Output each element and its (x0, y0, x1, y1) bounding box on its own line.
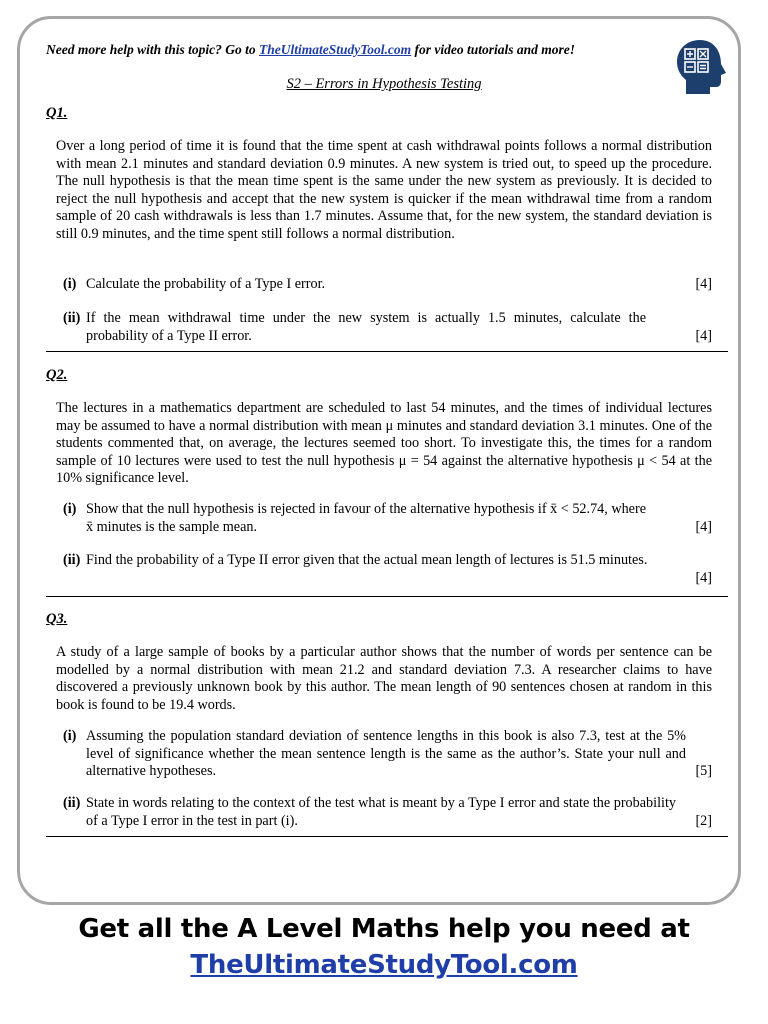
part-number: (ii) (63, 552, 81, 568)
part-text: Assuming the population standard deviation of sentence lengths in this book is also 7.3, test at the 5% level of significance whether the mean sentence length is the same as the author’s. State your null and alternative hypotheses. (86, 728, 686, 780)
part-text: Show that the null hypothesis is rejected in favour of the alternative hypothesis if x̄ < 52.74, where x̄ minutes is the sample mean. (86, 501, 647, 535)
part-number: (i) (63, 501, 77, 517)
part-text: If the mean withdrawal time under the new system is actually 1.5 minutes, calculate the probability of a Type II error. (86, 310, 646, 344)
part-text: State in words relating to the context of the test what is meant by a Type I error and state the probability of a Type I error in the test in part (i). (86, 795, 676, 829)
part-text: Calculate the probability of a Type I error. (86, 276, 326, 292)
question-1-intro: Over a long period of time it is found that the time spent at cash withdrawal points follows a normal distribution with mean 2.1 minutes and standard deviation 0.9 minutes. A new system is tried out, to speed up the procedure. The null hypothesis is that the mean time spent is the same under the new system as previously. It is decided to reject the null hypothesis and accept that the new system is quicker if the mean withdrawal time from a random sample of 20 cash withdrawals is less than 1.7 minutes. Assume that, for the new system, the standard deviation is still 0.9 minutes, and the time spent still follows a normal distribution. (56, 138, 712, 242)
part-mark: [4] (695, 518, 712, 535)
part-number: (i) (63, 276, 77, 292)
part-mark: [4] (695, 276, 712, 292)
part-text: Find the probability of a Type II error given that the actual mean length of lectures is 51.5 minutes. (86, 552, 648, 568)
section-divider (46, 351, 728, 352)
question-1-label: Q1. (46, 105, 68, 121)
header-suffix: for video tutorials and more! (411, 42, 576, 57)
document-title: S2 – Errors in Hypothesis Testing (286, 76, 482, 92)
question-2-label: Q2. (46, 367, 68, 383)
footer-link[interactable]: TheUltimateStudyTool.com (190, 950, 578, 980)
part-number: (ii) (63, 795, 81, 811)
header-prefix: Need more help with this topic? Go to (46, 42, 260, 57)
part-mark: [5] (695, 763, 712, 780)
part-mark: [4] (695, 569, 712, 586)
section-divider (46, 596, 728, 597)
part-number: (i) (63, 728, 77, 744)
part-number: (ii) (63, 310, 81, 326)
question-3-label: Q3. (46, 611, 68, 627)
question-3-intro: A study of a large sample of books by a particular author shows that the number of words per sentence can be modelled by a normal distribution with mean 21.2 and standard deviation 7.3. A researcher claims to have discovered a previously unknown book by this author. The mean length of 90 sentences chosen at random in this book is found to be 19.4 words. (56, 644, 712, 713)
header-promo (46, 42, 686, 58)
section-divider (46, 836, 728, 837)
header-link[interactable]: TheUltimateStudyTool.com (259, 42, 412, 57)
footer-tagline: Get all the A Level Maths help you need at (78, 914, 690, 944)
part-mark: [4] (695, 327, 712, 344)
question-2-intro: The lectures in a mathematics department are scheduled to last 54 minutes, and the times of individual lectures may be assumed to have a normal distribution with mean μ minutes and standard deviation 3.1 minutes. One of the students commented that, on average, the lectures seemed too short. To investigate this, the times for a random sample of 10 lectures were used to test the null hypothesis μ = 54 against the alternative hypothesis μ < 54 at the 10% significance level. (56, 400, 712, 487)
part-mark: [2] (695, 812, 712, 829)
